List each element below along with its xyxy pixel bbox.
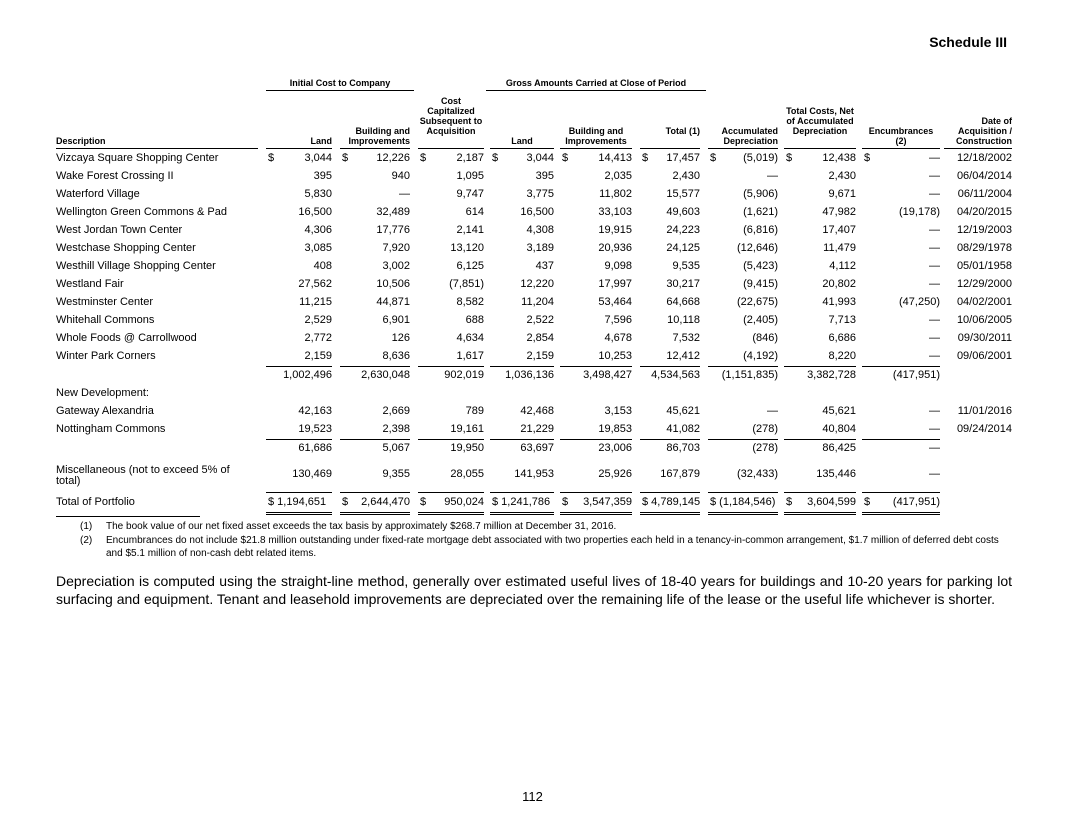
cell-net: 40,804 bbox=[822, 423, 856, 435]
currency-symbol: $ bbox=[864, 152, 871, 164]
cell-date: 12/29/2000 bbox=[956, 278, 1012, 290]
cell-bldg: 126 bbox=[391, 332, 410, 344]
cell-land2: 2,159 bbox=[526, 350, 554, 362]
cell-enc: — bbox=[929, 260, 940, 272]
cell-bldg2: 20,936 bbox=[598, 242, 632, 254]
cell-land: 19,523 bbox=[298, 423, 332, 435]
cell-accum: (6,816) bbox=[743, 224, 778, 236]
total-double-rule bbox=[640, 512, 700, 515]
cell-bldg2: 10,253 bbox=[598, 350, 632, 362]
header-land-2: Land bbox=[511, 136, 533, 146]
cell-cost: 688 bbox=[465, 314, 484, 326]
cell-accum: (2,405) bbox=[743, 314, 778, 326]
cell-enc: — bbox=[929, 188, 940, 200]
cell-bldg: 5,067 bbox=[382, 442, 410, 454]
cell-total: 24,125 bbox=[666, 242, 700, 254]
cell-land2: 1,036,136 bbox=[505, 369, 554, 381]
currency-symbol: $ bbox=[786, 152, 793, 164]
cell-land: 2,159 bbox=[304, 350, 332, 362]
cell-net: 12,438 bbox=[822, 152, 856, 164]
currency-symbol: $ bbox=[642, 152, 649, 164]
cell-date: 08/29/1978 bbox=[956, 242, 1012, 254]
cell-bldg2: 3,547,359 bbox=[583, 496, 632, 508]
cell-land2: 437 bbox=[535, 260, 554, 272]
total-row bbox=[0, 493, 1065, 511]
cell-bldg: 2,630,048 bbox=[361, 369, 410, 381]
table-row bbox=[0, 185, 1065, 203]
cell-cost: 4,634 bbox=[456, 332, 484, 344]
total-double-rule bbox=[862, 512, 940, 515]
cell-land: 2,529 bbox=[304, 314, 332, 326]
cell-land2: $ 1,241,786 bbox=[492, 496, 551, 508]
cell-net: 17,407 bbox=[822, 224, 856, 236]
cell-date: 11/01/2016 bbox=[957, 405, 1012, 417]
table-row bbox=[0, 257, 1065, 275]
cell-land2: 63,697 bbox=[520, 442, 554, 454]
cell-accum: (5,906) bbox=[743, 188, 778, 200]
cell-enc: — bbox=[929, 332, 940, 344]
cell-cost: 1,617 bbox=[456, 350, 484, 362]
cell-date: 10/06/2005 bbox=[956, 314, 1012, 326]
cell-net: 45,621 bbox=[822, 405, 856, 417]
table-row bbox=[0, 275, 1065, 293]
cell-net: 9,671 bbox=[828, 188, 856, 200]
cell-total: 167,879 bbox=[660, 468, 700, 480]
cell-total: 30,217 bbox=[666, 278, 700, 290]
cell-desc: Westland Fair bbox=[56, 278, 124, 290]
cell-desc: West Jordan Town Center bbox=[56, 224, 183, 236]
cell-accum: (32,433) bbox=[737, 468, 778, 480]
table-row bbox=[0, 239, 1065, 257]
group-initial-cost: Initial Cost to Company bbox=[289, 78, 391, 88]
cell-accum: (4,192) bbox=[743, 350, 778, 362]
footnote-2-num: (2) bbox=[80, 535, 93, 546]
cell-land2: 12,220 bbox=[520, 278, 554, 290]
cell-date: 05/01/1958 bbox=[956, 260, 1012, 272]
cell-date: 04/20/2015 bbox=[956, 206, 1012, 218]
cell-accum: (5,423) bbox=[743, 260, 778, 272]
cell-accum: $ (1,184,546) bbox=[710, 496, 776, 508]
currency-symbol: $ bbox=[864, 496, 871, 508]
table-row bbox=[0, 149, 1065, 167]
cell-desc: Wake Forest Crossing II bbox=[56, 170, 174, 182]
total-double-rule bbox=[708, 512, 778, 515]
cell-land2: 2,522 bbox=[526, 314, 554, 326]
table-row bbox=[0, 329, 1065, 347]
cell-land: 4,306 bbox=[304, 224, 332, 236]
cell-accum: (5,019) bbox=[743, 152, 778, 164]
cell-bldg2: 3,498,427 bbox=[583, 369, 632, 381]
cell-accum: (846) bbox=[752, 332, 778, 344]
cell-net: 3,382,728 bbox=[807, 369, 856, 381]
currency-symbol: $ bbox=[420, 496, 427, 508]
cell-accum: (12,646) bbox=[737, 242, 778, 254]
cell-net: 41,993 bbox=[822, 296, 856, 308]
group-gross-amounts: Gross Amounts Carried at Close of Period bbox=[505, 78, 687, 88]
cell-total: 12,412 bbox=[666, 350, 700, 362]
currency-symbol: $ bbox=[786, 496, 793, 508]
cell-land: 27,562 bbox=[298, 278, 332, 290]
cell-enc: — bbox=[929, 314, 940, 326]
cell-accum: (278) bbox=[752, 423, 778, 435]
cell-desc: Waterford Village bbox=[56, 188, 140, 200]
cell-cost: 9,747 bbox=[456, 188, 484, 200]
cell-desc: Total of Portfolio bbox=[56, 496, 135, 508]
cell-desc: Westminster Center bbox=[56, 296, 153, 308]
cell-bldg2: 19,915 bbox=[598, 224, 632, 236]
cell-net: 135,446 bbox=[816, 468, 856, 480]
cell-enc: (417,951) bbox=[892, 369, 940, 381]
cell-bldg: — bbox=[399, 188, 410, 200]
table-row bbox=[0, 311, 1065, 329]
header-land: Land bbox=[310, 136, 332, 146]
cell-bldg2: 33,103 bbox=[598, 206, 632, 218]
cell-desc: Miscellaneous (not to exceed 5% of total) bbox=[56, 464, 230, 487]
cell-bldg: 44,871 bbox=[376, 296, 410, 308]
cell-total: 7,532 bbox=[672, 332, 700, 344]
cell-desc: Winter Park Corners bbox=[56, 350, 156, 362]
cell-bldg: 3,002 bbox=[382, 260, 410, 272]
cell-land2: 395 bbox=[535, 170, 554, 182]
header-total: Total (1) bbox=[665, 126, 700, 136]
currency-symbol: $ bbox=[492, 152, 499, 164]
cell-land2: 21,229 bbox=[520, 423, 554, 435]
cell-cost: 8,582 bbox=[456, 296, 484, 308]
header-accumulated: Accumulated Depreciation bbox=[721, 126, 778, 146]
cell-bldg2: 7,596 bbox=[604, 314, 632, 326]
cell-accum: (1,151,835) bbox=[721, 369, 778, 381]
table-row bbox=[0, 293, 1065, 311]
cell-desc: Wellington Green Commons & Pad bbox=[56, 206, 227, 218]
cell-cost: 2,187 bbox=[456, 152, 484, 164]
cell-accum: (9,415) bbox=[743, 278, 778, 290]
cell-bldg: 9,355 bbox=[382, 468, 410, 480]
cell-desc: Whole Foods @ Carrollwood bbox=[56, 332, 197, 344]
cell-total: 17,457 bbox=[666, 152, 700, 164]
cell-total: 41,082 bbox=[666, 423, 700, 435]
cell-land2: 3,189 bbox=[526, 242, 554, 254]
cell-cost: 2,141 bbox=[456, 224, 484, 236]
cell-desc: Nottingham Commons bbox=[56, 423, 166, 435]
depreciation-paragraph: Depreciation is computed using the straight-line method, generally over estimated useful lives of 18-40 years for buildings and 10-20 years for parking lot surfacing and equipment. Tenant and leasehold improvements are depreciated over the remaining life of the lease or the useful life whichever is shorter. bbox=[56, 573, 1012, 607]
cell-land: $ 1,194,651 bbox=[268, 496, 327, 508]
cell-enc: — bbox=[929, 224, 940, 236]
cell-accum: (1,621) bbox=[743, 206, 778, 218]
cell-enc: — bbox=[929, 405, 940, 417]
cell-enc: — bbox=[929, 242, 940, 254]
cell-cost: 28,055 bbox=[450, 468, 484, 480]
cell-total: 86,703 bbox=[666, 442, 700, 454]
total-double-rule bbox=[784, 512, 856, 515]
cell-land: 3,085 bbox=[304, 242, 332, 254]
cell-net: 11,479 bbox=[823, 242, 856, 254]
cell-enc: (417,951) bbox=[892, 496, 940, 508]
cell-total: 15,577 bbox=[666, 188, 700, 200]
cell-enc: — bbox=[929, 152, 940, 164]
cell-net: 6,686 bbox=[828, 332, 856, 344]
table-row bbox=[0, 167, 1065, 185]
cell-enc: — bbox=[929, 278, 940, 290]
cell-land2: 16,500 bbox=[520, 206, 554, 218]
header-description: Description bbox=[56, 136, 106, 146]
cell-accum: — bbox=[767, 405, 778, 417]
footnote-1-num: (1) bbox=[80, 521, 93, 532]
footnote-1-text: The book value of our net fixed asset exceeds the tax basis by approximately $268.7 million at December 31, 2016. bbox=[106, 521, 617, 532]
cell-desc: Westhill Village Shopping Center bbox=[56, 260, 216, 272]
misc-row bbox=[0, 465, 1065, 489]
header-building-2: Building and Improvements bbox=[565, 126, 627, 146]
cell-total: 45,621 bbox=[666, 405, 700, 417]
cell-desc: Whitehall Commons bbox=[56, 314, 155, 326]
cell-land: 61,686 bbox=[298, 442, 332, 454]
cell-land2: 3,775 bbox=[526, 188, 554, 200]
cell-bldg2: 4,678 bbox=[604, 332, 632, 344]
cell-accum: — bbox=[767, 170, 778, 182]
currency-symbol: $ bbox=[420, 152, 427, 164]
subtotal-row bbox=[0, 439, 1065, 457]
cell-bldg: 2,644,470 bbox=[361, 496, 410, 508]
cell-enc: — bbox=[929, 350, 940, 362]
cell-cost: 13,120 bbox=[450, 242, 484, 254]
currency-symbol: $ bbox=[342, 496, 349, 508]
table-row bbox=[0, 347, 1065, 365]
cell-bldg2: 23,006 bbox=[598, 442, 632, 454]
schedule-label: Schedule III bbox=[929, 34, 1007, 50]
cell-total: 2,430 bbox=[672, 170, 700, 182]
cell-date: 04/02/2001 bbox=[956, 296, 1012, 308]
header-date: Date of Acquisition / Construction bbox=[956, 116, 1012, 146]
cell-bldg2: 19,853 bbox=[598, 423, 632, 435]
total-double-rule bbox=[418, 512, 484, 515]
cell-land: 5,830 bbox=[304, 188, 332, 200]
cell-bldg: 8,636 bbox=[382, 350, 410, 362]
cell-net: 86,425 bbox=[822, 442, 856, 454]
currency-symbol: $ bbox=[562, 152, 569, 164]
header-building: Building and Improvements bbox=[348, 126, 410, 146]
cell-date: 06/04/2014 bbox=[956, 170, 1012, 182]
total-double-rule bbox=[266, 512, 332, 515]
cell-total: 10,118 bbox=[667, 314, 700, 326]
cell-bldg: 10,506 bbox=[376, 278, 410, 290]
cell-date: 09/30/2011 bbox=[957, 332, 1012, 344]
cell-bldg: 12,226 bbox=[376, 152, 410, 164]
cell-date: 06/11/2004 bbox=[957, 188, 1012, 200]
cell-enc: — bbox=[929, 170, 940, 182]
cell-land: 11,215 bbox=[299, 296, 332, 308]
cell-bldg: 32,489 bbox=[376, 206, 410, 218]
cell-bldg2: 53,464 bbox=[598, 296, 632, 308]
cell-total: 64,668 bbox=[666, 296, 700, 308]
cell-bldg2: 11,802 bbox=[599, 188, 632, 200]
table-row bbox=[0, 402, 1065, 420]
cell-date: 09/06/2001 bbox=[956, 350, 1012, 362]
cell-bldg: 7,920 bbox=[382, 242, 410, 254]
cell-bldg2: 9,098 bbox=[604, 260, 632, 272]
currency-symbol: $ bbox=[342, 152, 349, 164]
cell-bldg: 6,901 bbox=[382, 314, 410, 326]
cell-date: 12/19/2003 bbox=[956, 224, 1012, 236]
cell-desc: Vizcaya Square Shopping Center bbox=[56, 152, 219, 164]
cell-net: 20,802 bbox=[822, 278, 856, 290]
header-cost-capitalized: Cost Capitalized Subsequent to Acquisition bbox=[419, 96, 483, 136]
total-double-rule bbox=[340, 512, 410, 515]
header-total-net: Total Costs, Net of Accumulated Depreciation bbox=[786, 106, 854, 136]
total-double-rule bbox=[490, 512, 554, 515]
cell-cost: 614 bbox=[465, 206, 484, 218]
cell-cost: 19,161 bbox=[450, 423, 484, 435]
cell-total: 49,603 bbox=[666, 206, 700, 218]
cell-bldg2: 14,413 bbox=[598, 152, 632, 164]
cell-total: $ 4,789,145 bbox=[642, 496, 701, 508]
cell-total: 9,535 bbox=[672, 260, 700, 272]
header-encumbrances: Encumbrances (2) bbox=[868, 126, 934, 146]
cell-net: 3,604,599 bbox=[807, 496, 856, 508]
currency-symbol: $ bbox=[710, 152, 717, 164]
currency-symbol: $ bbox=[268, 152, 275, 164]
cell-cost: 1,095 bbox=[456, 170, 484, 182]
table-row bbox=[0, 221, 1065, 239]
cell-land2: 4,308 bbox=[526, 224, 554, 236]
cell-land2: 42,468 bbox=[520, 405, 554, 417]
cell-date: 09/24/2014 bbox=[956, 423, 1012, 435]
cell-land: 3,044 bbox=[304, 152, 332, 164]
cell-cost: 902,019 bbox=[444, 369, 484, 381]
cell-net: 2,430 bbox=[828, 170, 856, 182]
cell-land: 130,469 bbox=[292, 468, 332, 480]
cell-land: 1,002,496 bbox=[283, 369, 332, 381]
table-row bbox=[0, 420, 1065, 438]
cell-land2: 3,044 bbox=[526, 152, 554, 164]
cell-bldg2: 3,153 bbox=[604, 405, 632, 417]
subtotal-row bbox=[0, 366, 1065, 384]
cell-cost: 6,125 bbox=[456, 260, 484, 272]
cell-desc: Westchase Shopping Center bbox=[56, 242, 196, 254]
cell-cost: (7,851) bbox=[449, 278, 484, 290]
cell-enc: — bbox=[929, 423, 940, 435]
cell-land2: 2,854 bbox=[526, 332, 554, 344]
new-development-label: New Development: bbox=[56, 387, 149, 399]
cell-bldg2: 2,035 bbox=[604, 170, 632, 182]
cell-land: 408 bbox=[313, 260, 332, 272]
cell-cost: 789 bbox=[465, 405, 484, 417]
cell-net: 7,713 bbox=[828, 314, 856, 326]
page-number: 112 bbox=[522, 789, 543, 804]
cell-accum: (278) bbox=[752, 442, 778, 454]
cell-bldg2: 25,926 bbox=[598, 468, 632, 480]
cell-net: 47,982 bbox=[822, 206, 856, 218]
cell-land: 16,500 bbox=[298, 206, 332, 218]
footnote-rule bbox=[56, 516, 200, 517]
cell-total: 24,223 bbox=[666, 224, 700, 236]
cell-cost: 950,024 bbox=[444, 496, 484, 508]
currency-symbol: $ bbox=[562, 496, 569, 508]
cell-cost: 19,950 bbox=[450, 442, 484, 454]
cell-land2: 11,204 bbox=[521, 296, 554, 308]
cell-total: 4,534,563 bbox=[651, 369, 700, 381]
cell-date: 12/18/2002 bbox=[956, 152, 1012, 164]
total-double-rule bbox=[560, 512, 632, 515]
cell-bldg: 2,398 bbox=[382, 423, 410, 435]
cell-land: 42,163 bbox=[298, 405, 332, 417]
cell-bldg: 2,669 bbox=[382, 405, 410, 417]
cell-land2: 141,953 bbox=[514, 468, 554, 480]
table-row bbox=[0, 203, 1065, 221]
cell-bldg: 17,776 bbox=[376, 224, 410, 236]
cell-enc: — bbox=[929, 468, 940, 480]
cell-accum: (22,675) bbox=[737, 296, 778, 308]
cell-land: 2,772 bbox=[304, 332, 332, 344]
cell-bldg2: 17,997 bbox=[598, 278, 632, 290]
cell-desc: Gateway Alexandria bbox=[56, 405, 154, 417]
cell-net: 4,112 bbox=[829, 260, 856, 272]
cell-enc: (19,178) bbox=[899, 206, 940, 218]
cell-land: 395 bbox=[313, 170, 332, 182]
cell-bldg: 940 bbox=[391, 170, 410, 182]
cell-net: 8,220 bbox=[828, 350, 856, 362]
cell-enc: (47,250) bbox=[899, 296, 940, 308]
cell-enc: — bbox=[929, 442, 940, 454]
footnote-2-text: Encumbrances do not include $21.8 million outstanding under fixed-rate mortgage debt associated with two properties each held in a tenancy-in-common arrangement, $1.7 million of deferred debt costs and $5.1 million of non-cash debt related items. bbox=[106, 535, 999, 559]
